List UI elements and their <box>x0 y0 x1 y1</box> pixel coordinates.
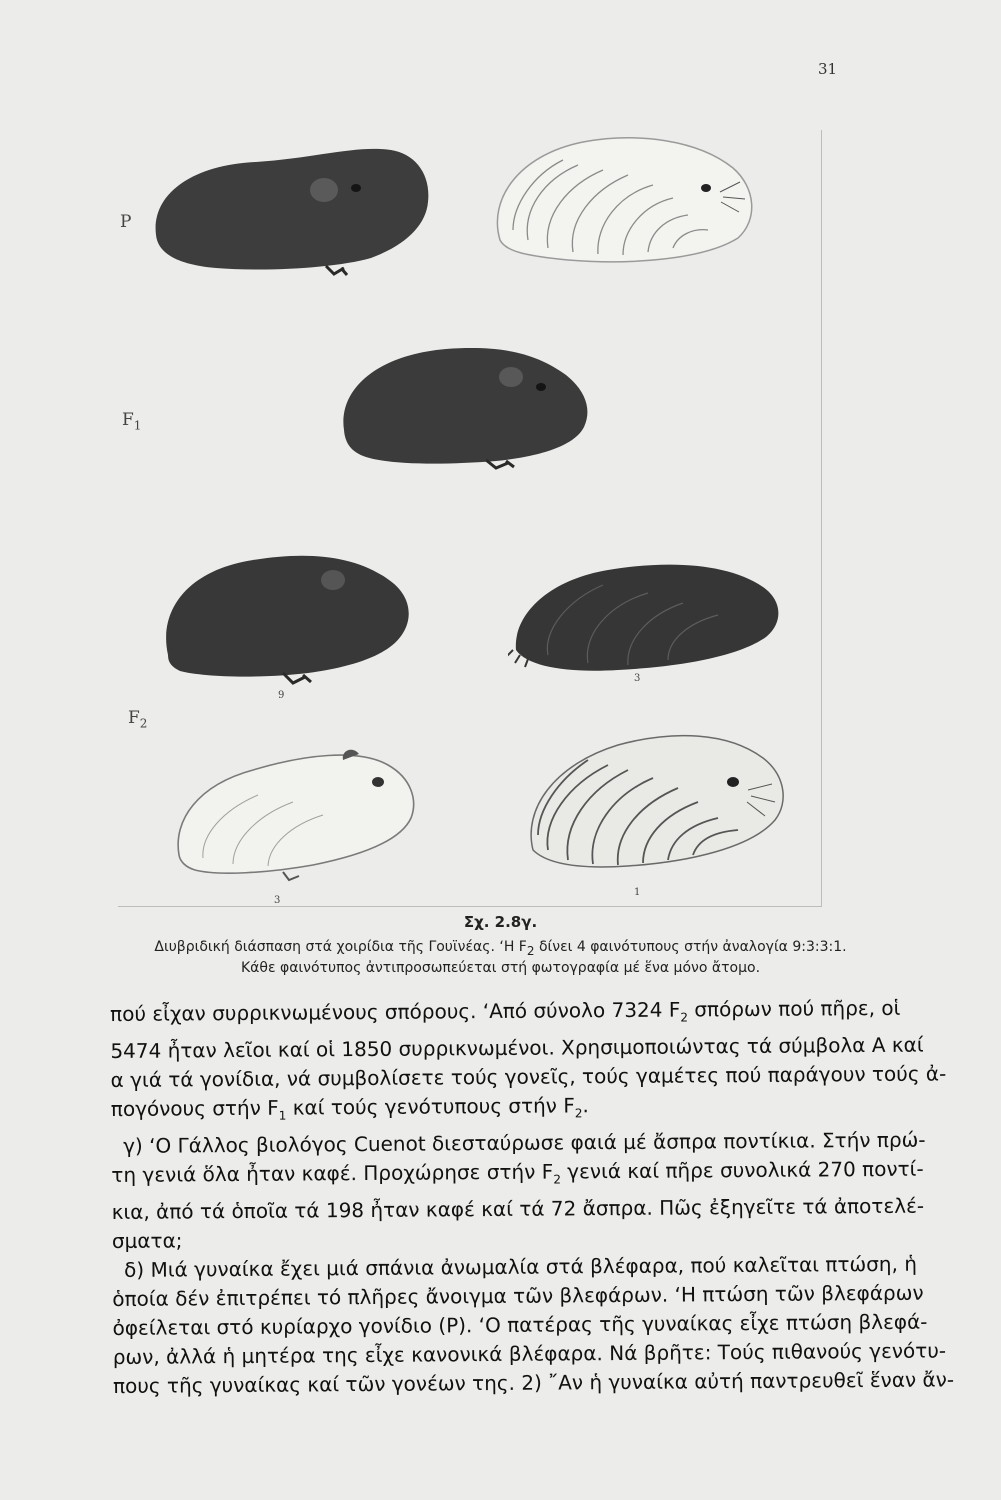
body-line: σματα; <box>111 1228 183 1253</box>
figure-caption-line-2: Κάθε φαινότυπος ἀντιπροσωπεύεται στή φωτογραφία μέ ἕνα μόνο ἄτομο. <box>240 960 761 976</box>
body-line: 5474 ἦταν λεῖοι καί οἱ 1850 συρρικνωμένοι. Χρησιμοποιώντας τά σύμβολα Α καί <box>110 1032 924 1063</box>
label-f2: $F_2$ <box>128 708 148 731</box>
figure-caption-line-1: Διυβριδική διάσπαση στά χοιρίδια τῆς Γουϊνέας. ‘Η $F_2$ δίνει 4 φαινότυπους στήν ἀναλογία 9:3:3:1. <box>154 939 847 958</box>
guinea-pig-f1-smooth-dark <box>336 335 596 475</box>
guinea-pig-f2-rough-light <box>523 720 798 885</box>
body-line: πού εἶχαν συρρικνωμένους σπόρους. ‘Από σύνολο 7324 $F_2$ σπόρων πού πῆρε, οἱ <box>110 995 901 1026</box>
label-p: P <box>120 212 132 232</box>
body-line: γ) ‘Ο Γάλλος βιολόγος Cuenot διεσταύρωσε φαιά μέ ἄσπρα ποντίκια. Στήν πρώ- <box>123 1127 926 1158</box>
body-line: ὁποία δέν ἐπιτρέπει τό πλῆρες ἄνοιγμα τῶν βλεφάρων. ‘Η πτώση τῶν βλεφάρων <box>112 1280 924 1311</box>
body-text <box>110 994 955 1401</box>
body-line: ρων, ἀλλά ἡ μητέρα της εἶχε κανονικά βλέφαρα. Νά βρῆτε: Τούς πιθανούς γενότυ- <box>112 1338 947 1369</box>
body-line: ὀφείλεται στό κυρίαρχο γονίδιο (Ρ). ‘Ο πατέρας τῆς γυναίκας εἶχε πτώση βλεφά- <box>112 1309 928 1340</box>
count-smooth-light: 3 <box>274 895 281 906</box>
guinea-pig-f2-smooth-light <box>173 740 423 890</box>
figure-caption-title: Σχ. 2.8γ. <box>463 913 538 931</box>
label-f1: $F_1$ <box>122 410 142 433</box>
body-line: α γιά τά γονίδια, νά συμβολίσετε τούς γονεῖς, τούς γαμέτες πού παράγουν τούς ἀ- <box>110 1061 947 1092</box>
body-line: πογόνους στήν $F_1$ καί τούς γενότυπους στήν $F_2$. <box>110 1093 589 1123</box>
guinea-pig-p-rough-light <box>488 130 768 270</box>
body-line: κια, ἀπό τά ὁποῖα τά 198 ἦταν καφέ καί τά 72 ἄσπρα. Πῶς ἐξηγεῖτε τά ἀποτελέ- <box>111 1193 925 1224</box>
count-rough-dark: 3 <box>634 673 641 684</box>
guinea-pig-p-smooth-dark <box>146 140 476 280</box>
body-line: πους τῆς γυναίκας καί τῶν γονέων της. 2) ῎Αν ἡ γυναίκα αὐτή παντρευθεῖ ἕναν ἄν- <box>112 1367 955 1398</box>
body-line: δ) Μιά γυναίκα ἔχει μιά σπάνια ἀνωμαλία στά βλέφαρα, πού καλεῖται πτώση, ἡ <box>124 1251 918 1282</box>
guinea-pig-figure <box>118 130 823 908</box>
guinea-pig-f2-smooth-dark <box>158 545 418 695</box>
count-rough-light: 1 <box>634 887 641 898</box>
page-number: 31 <box>818 60 838 78</box>
guinea-pig-f2-rough-dark <box>508 555 788 685</box>
body-line: τη γενιά ὅλα ἦταν καφέ. Προχώρησε στήν $F_2$ γενιά καί πῆρε συνολικά 270 ποντί- <box>111 1156 924 1187</box>
count-smooth-dark: 9 <box>278 690 285 701</box>
